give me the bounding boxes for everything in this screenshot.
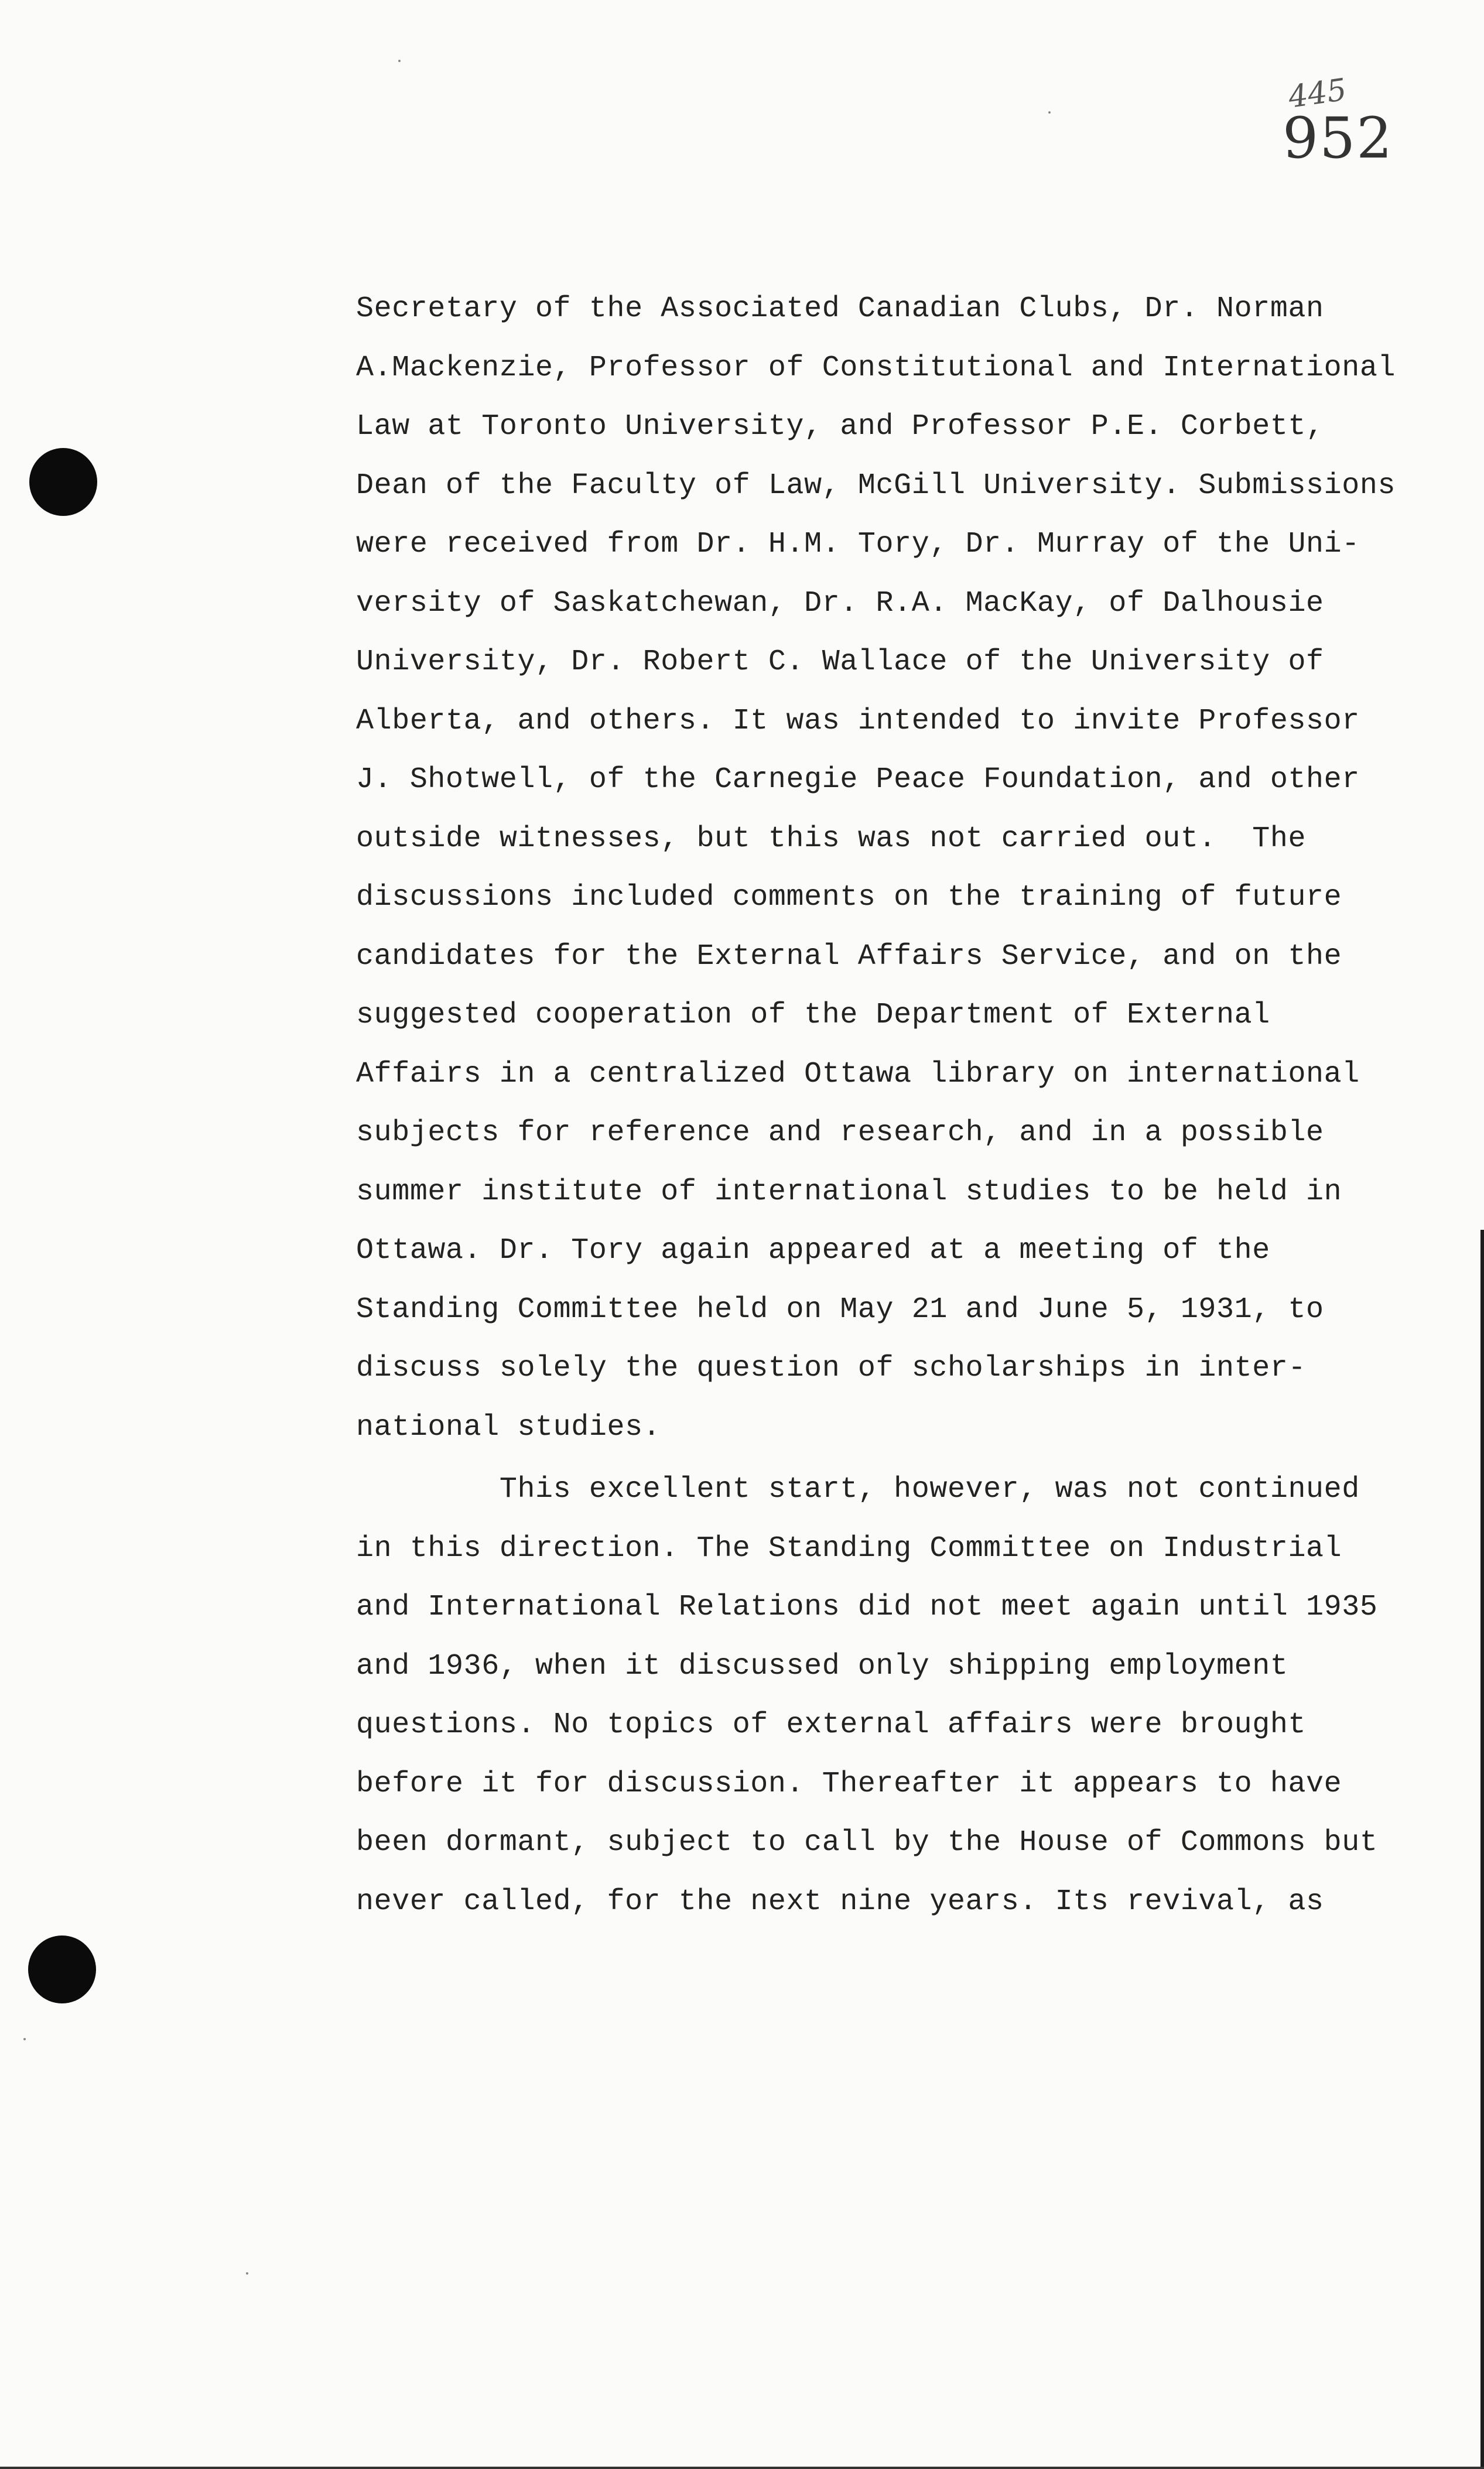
scan-speck	[23, 2038, 26, 2040]
punch-hole-top	[29, 448, 97, 516]
text-line: This excellent start, however, was not continued	[356, 1473, 1360, 1506]
text-line: questions. No topics of external affairs were brought	[356, 1708, 1307, 1742]
text-line: Standing Committee held on May 21 and June 5, 1931, to	[356, 1292, 1324, 1326]
scan-speck	[246, 2272, 248, 2275]
scan-edge-right	[1480, 1230, 1484, 2469]
handwritten-page-annotation: 445	[1286, 72, 1349, 115]
text-line: before it for discussion. Thereafter it appears to have	[356, 1767, 1342, 1801]
text-line: discuss solely the question of scholarships in inter-	[356, 1352, 1307, 1385]
text-line: in this direction. The Standing Committee on Industrial	[356, 1531, 1342, 1565]
page-number: 952	[1283, 105, 1394, 171]
scan-edge-bottom	[0, 2467, 1484, 2469]
text-line: University, Dr. Robert C. Wallace of the University of	[356, 645, 1324, 679]
text-line: Dean of the Faculty of Law, McGill University. Submissions	[356, 469, 1396, 502]
text-line: subjects for reference and research, and in a possible	[356, 1116, 1324, 1150]
text-line: Alberta, and others. It was intended to invite Professor	[356, 704, 1360, 738]
text-line: Ottawa. Dr. Tory again appeared at a meeting of the	[356, 1234, 1270, 1267]
body-text	[356, 280, 1410, 1931]
text-line: been dormant, subject to call by the House of Commons but	[356, 1826, 1378, 1859]
text-line: Secretary of the Associated Canadian Clubs, Dr. Norman	[356, 292, 1324, 326]
text-line: suggested cooperation of the Department of External	[356, 998, 1270, 1032]
text-line: summer institute of international studies to be held in	[356, 1175, 1342, 1209]
text-line: and International Relations did not meet again until 1935	[356, 1591, 1378, 1624]
text-line: were received from Dr. H.M. Tory, Dr. Murray of the Uni-	[356, 528, 1360, 561]
scan-speck	[1048, 111, 1051, 114]
text-line: Affairs in a centralized Ottawa library on international	[356, 1057, 1360, 1091]
text-line: national studies.	[356, 1410, 661, 1444]
scan-speck	[398, 60, 401, 62]
text-line: Law at Toronto University, and Professor P.E. Corbett,	[356, 410, 1324, 443]
text-line: versity of Saskatchewan, Dr. R.A. MacKay, of Dalhousie	[356, 586, 1324, 620]
text-line: outside witnesses, but this was not carried out. The	[356, 822, 1307, 856]
text-line: never called, for the next nine years. Its revival, as	[356, 1885, 1324, 1919]
text-line: A.Mackenzie, Professor of Constitutional and International	[356, 351, 1396, 385]
text-line: discussions included comments on the training of future	[356, 881, 1342, 914]
text-line: candidates for the External Affairs Service, and on the	[356, 939, 1342, 973]
text-line: and 1936, when it discussed only shipping employment	[356, 1649, 1288, 1683]
text-line: J. Shotwell, of the Carnegie Peace Foundation, and other	[356, 763, 1360, 796]
punch-hole-bottom	[28, 1935, 96, 2003]
